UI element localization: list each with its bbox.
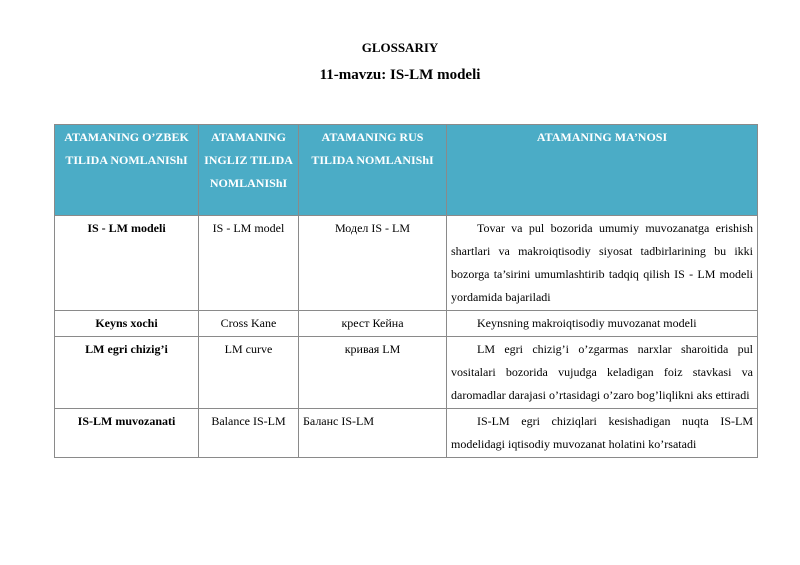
glossary-table: [54, 124, 758, 458]
document-title: GLOSSARIY: [361, 40, 439, 55]
header-row: [55, 125, 758, 216]
header-uzbek-term: ATAMANING O’ZBEK TILIDA NOMLANIShI: [55, 125, 199, 216]
cell-russian-term: Баланс IS-LM: [299, 409, 447, 458]
cell-uzbek-term: IS-LM muvozanati: [55, 409, 199, 458]
cell-russian-term: кривая LM: [299, 337, 447, 409]
cell-uzbek-term: LM egri chizig’i: [55, 337, 199, 409]
cell-english-term: Cross Kane: [199, 311, 299, 337]
table-row: [55, 337, 758, 409]
cell-meaning: Tovar va pul bozorida umumiy muvozanatga erishish shartlari va makroiqtisodiy siyosat tadbirlarining bu ikki bozorga ta’sirini umumlashtirib tadqiq qilish IS - LM modeli yordamida bajariladi: [447, 216, 758, 311]
cell-uzbek-term: Keyns xochi: [55, 311, 199, 337]
glossary-table-body: [55, 216, 758, 458]
table-row: [55, 409, 758, 458]
table-row: [55, 311, 758, 337]
glossary-table-header: [55, 125, 758, 216]
cell-english-term: LM curve: [199, 337, 299, 409]
header-russian-term: ATAMANING RUS TILIDA NOMLANIShI: [299, 125, 447, 216]
cell-english-term: IS - LM model: [199, 216, 299, 311]
table-row: [55, 216, 758, 311]
cell-english-term: Balance IS-LM: [199, 409, 299, 458]
cell-uzbek-term: IS - LM modeli: [55, 216, 199, 311]
cell-meaning: Keynsning makroiqtisodiy muvozanat modeli: [447, 311, 758, 337]
header-english-term: ATAMANING INGLIZ TILIDA NOMLANIShI: [199, 125, 299, 216]
cell-meaning: IS-LM egri chiziqlari kesishadigan nuqta IS-LM modelidagi iqtisodiy muvozanat holatini ko’rsatadi: [447, 409, 758, 458]
cell-russian-term: Модел IS - LM: [299, 216, 447, 311]
header-meaning: ATAMANING MA’NOSI: [447, 125, 758, 216]
topic-title: 11-mavzu: IS-LM modeli: [319, 67, 481, 83]
cell-russian-term: крест Кейна: [299, 311, 447, 337]
cell-meaning: LM egri chizig’i o’zgarmas narxlar sharoitida pul vositalari bozorida vujudga keladigan foiz stavkasi va daromadlar darajasi o’rtasidagi o’zaro bog’liqlikni aks ettiradi: [447, 337, 758, 409]
